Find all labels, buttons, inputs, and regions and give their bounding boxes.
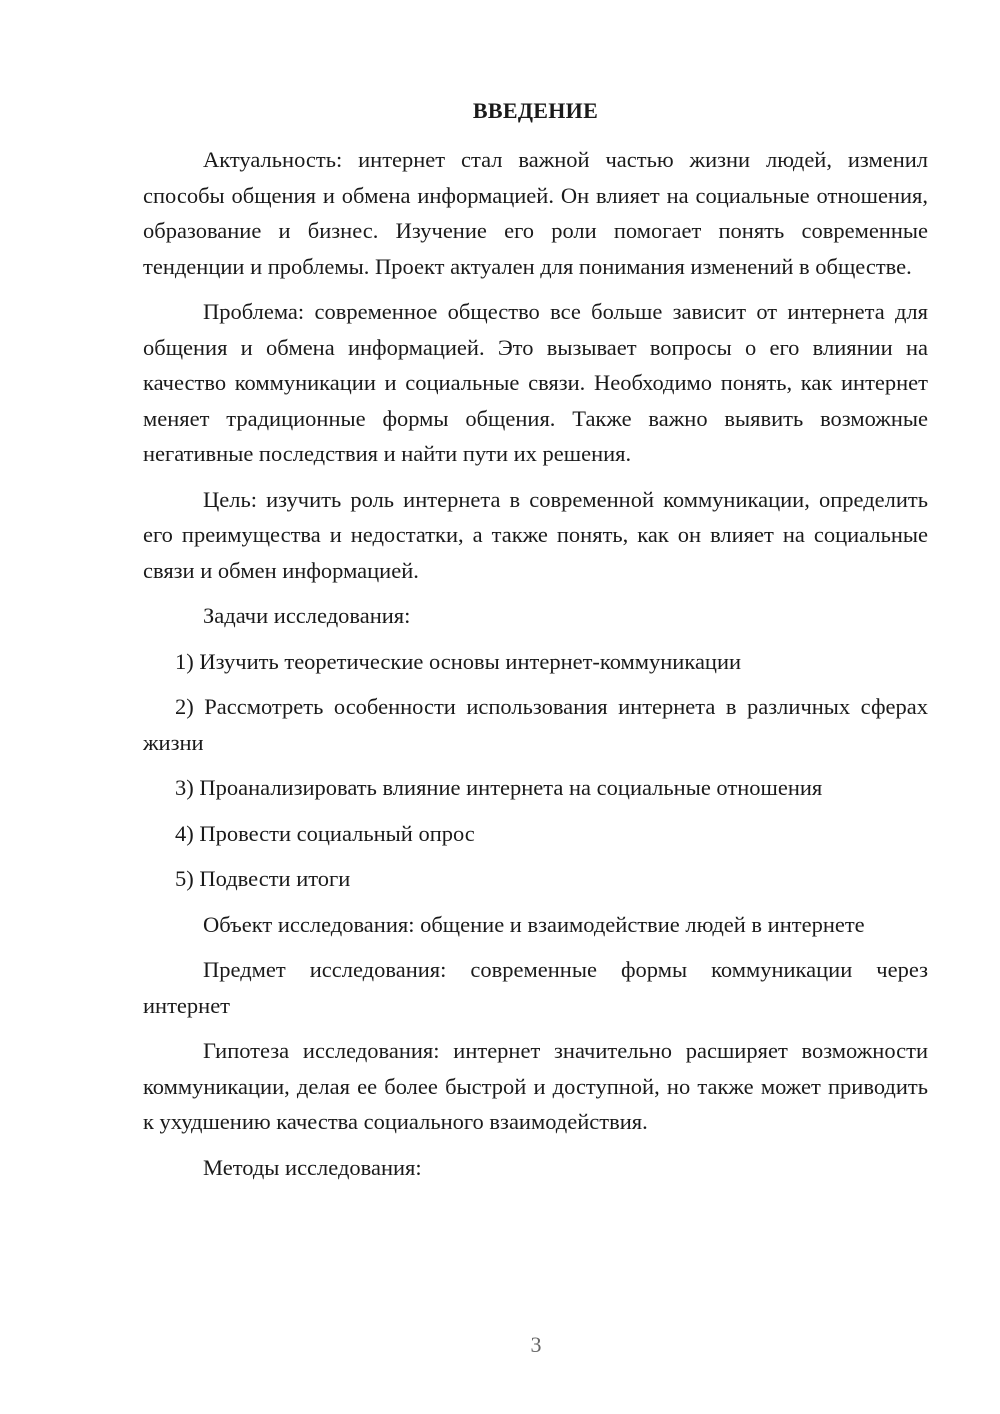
paragraph-relevance: Актуальность: интернет стал важной частью жизни людей, изменил способы общения и обмена информацией. Он влияет на социальные отношения, образование и бизнес. Изучение его роли помогает понять современные тенденции и проблемы. Проект актуален для понимания изменений в обществе. xyxy=(143,147,928,279)
paragraph-problem: Проблема: современное общество все больше зависит от интернета для общения и обмена информацией. Это вызывает вопросы о его влиянии на качество коммуникации и социальные связи. Необходимо понять, как интернет меняет традиционные формы общения. Также важно выявить возможные негативные последствия и найти пути их решения. xyxy=(143,299,928,466)
list-item-task-4: 4) Провести социальный опрос xyxy=(175,820,475,846)
page-number: 3 xyxy=(530,1332,542,1357)
list-item-task-2: 2) Рассмотреть особенности использования интернета в различных сферах жизни xyxy=(143,694,928,755)
page-title: ВВЕДЕНИЕ xyxy=(472,98,599,123)
paragraph-hypothesis: Гипотеза исследования: интернет значительно расширяет возможности коммуникации, делая ее более быстрой и доступной, но также может приводить к ухудшению качества социального взаимодействия. xyxy=(143,1038,928,1134)
paragraph-subject: Предмет исследования: современные формы коммуникации через интернет xyxy=(143,957,928,1018)
paragraph-object: Объект исследования: общение и взаимодействие людей в интернете xyxy=(203,911,865,937)
list-item-task-3: 3) Проанализировать влияние интернета на социальные отношения xyxy=(175,775,823,800)
document-body xyxy=(143,142,928,1195)
paragraph-goal: Цель: изучить роль интернета в современной коммуникации, определить его преимущества и недостатки, а также понять, как он влияет на социальные связи и обмен информацией. xyxy=(143,486,928,583)
list-item-task-5: 5) Подвести итоги xyxy=(175,866,351,891)
paragraph-tasks-heading: Задачи исследования: xyxy=(203,603,411,628)
list-item-task-1: 1) Изучить теоретические основы интернет-коммуникации xyxy=(175,648,742,674)
paragraph-methods-heading: Методы исследования: xyxy=(203,1154,422,1180)
